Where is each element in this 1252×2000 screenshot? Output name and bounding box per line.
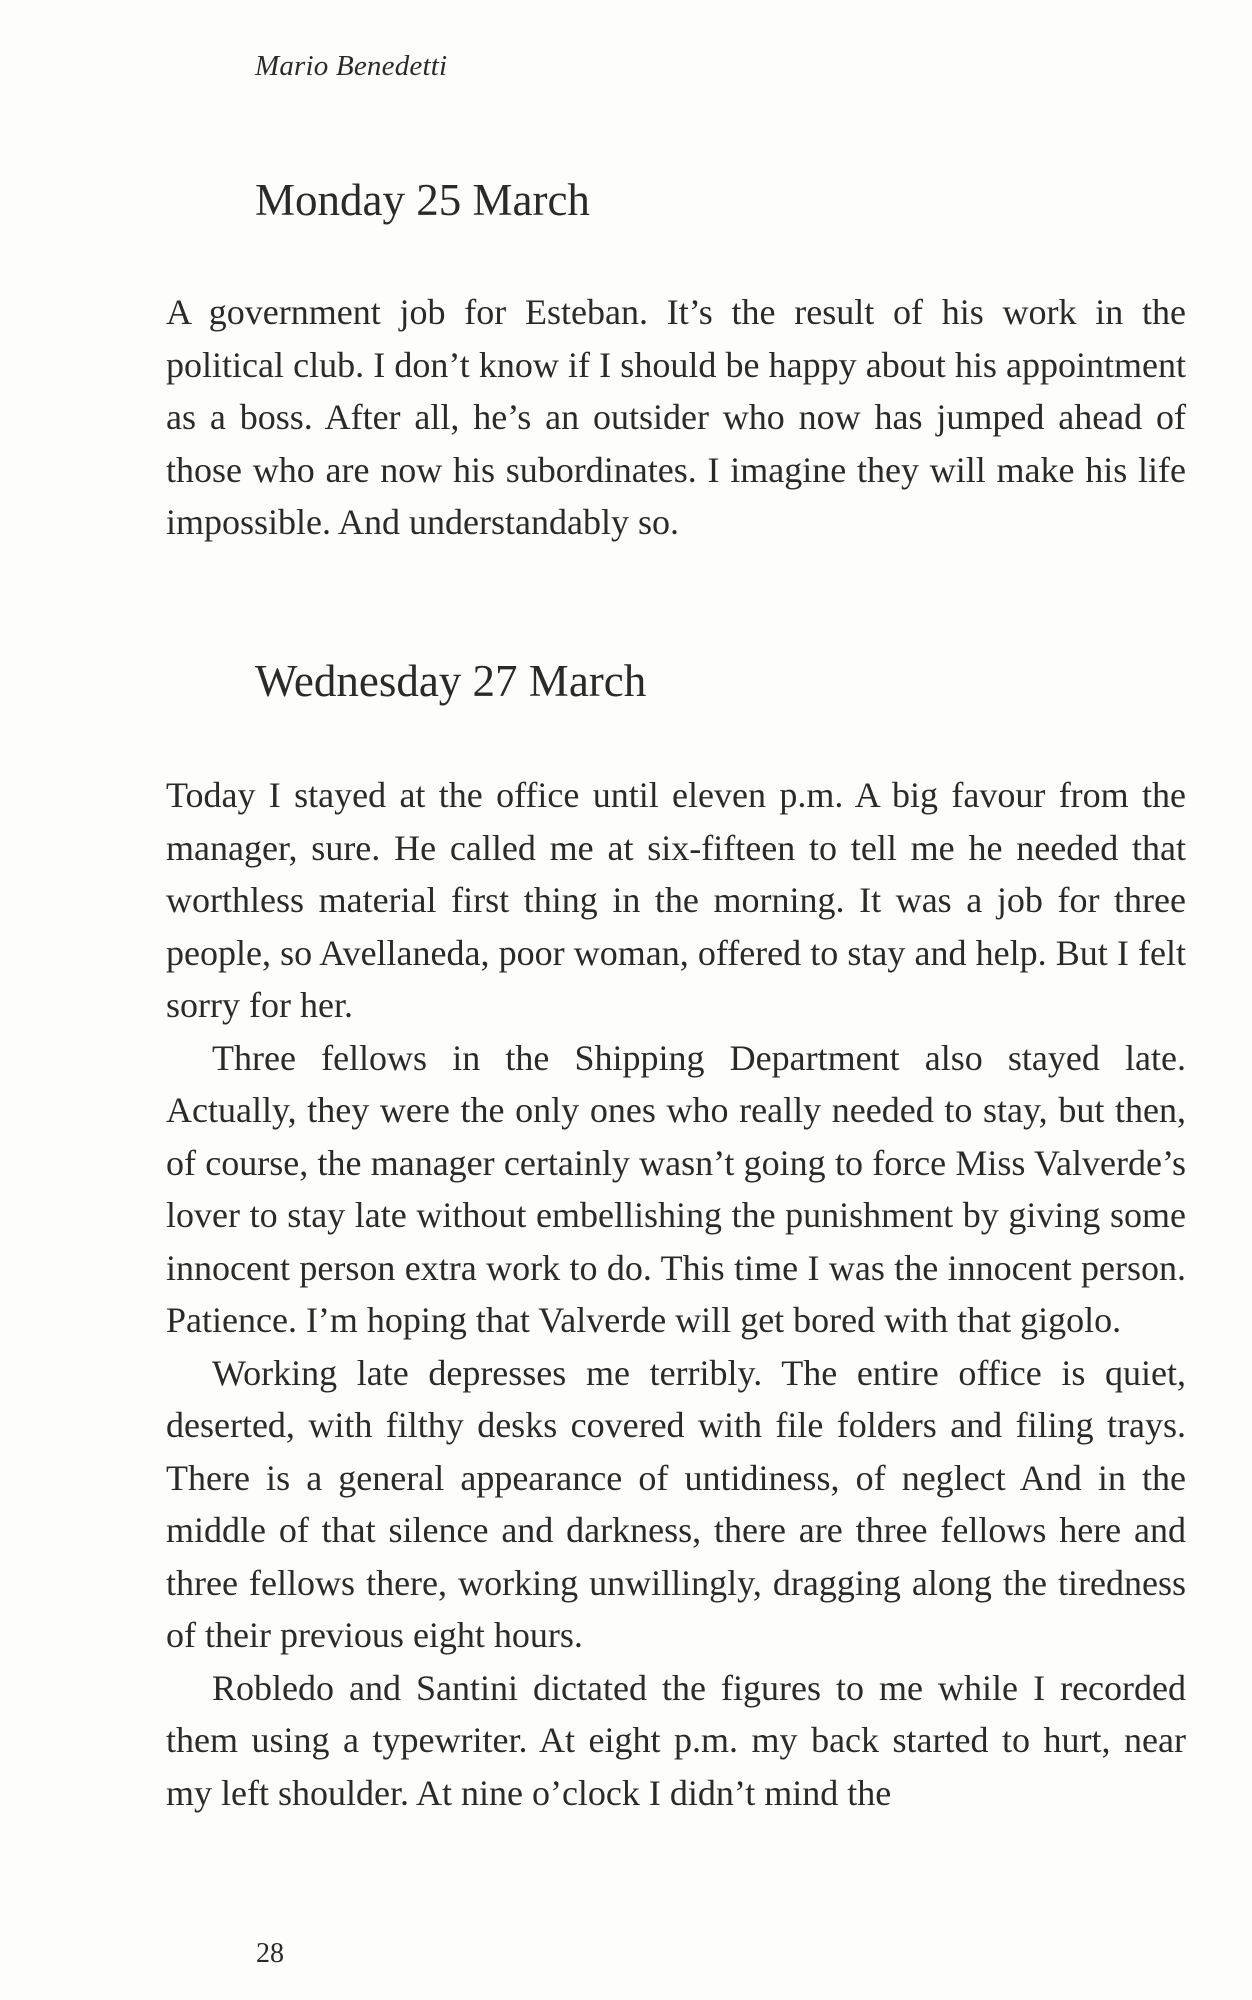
- paragraph: Robledo and Santini dictated the figures to me while I recorded them using a typewriter. At eight p.m. my back started to hurt, near my left shoulder. At nine o’clock I didn’t mind the: [166, 1667, 1186, 1813]
- page-number: 28: [256, 1938, 284, 1969]
- entry-title-monday-25-march: Monday 25 March: [255, 175, 590, 225]
- running-head: Mario Benedetti: [255, 50, 448, 82]
- paragraph: A government job for Esteban. It’s the result of his work in the political club. I don’t know if I should be happy about his appointment as a boss. After all, he’s an outsider who now has jumped ahead of those who are now his subordinates. I imagine they will make his life impossible. And understandably so.: [166, 292, 1186, 542]
- paragraph: Three fellows in the Shipping Department also stayed late. Actually, they were the only ones who really needed to stay, but then, of course, the manager certainly wasn’t going to force Miss Valverde’s lover to stay late without embellishing the punishment by giving some innocent person extra work to do. This time I was the innocent person. Patience. I’m hoping that Valverde will get bored with that gigolo.: [166, 1037, 1186, 1340]
- paragraph: Today I stayed at the office until eleven p.m. A big favour from the manager, sure. He called me at six-fifteen to tell me he needed that worthless material first thing in the morning. It was a job for three people, so Avellaneda, poor woman, offered to stay and help. But I felt sorry for her.: [166, 775, 1186, 1025]
- entry-title-wednesday-27-march: Wednesday 27 March: [255, 656, 647, 706]
- paragraph: Working late depresses me terribly. The entire office is quiet, deserted, with filthy desks covered with file folders and filing trays. There is a general appearance of untidiness, of neglect And in the middle of that silence and darkness, there are three fellows here and three fellows there, working unwillingly, dragging along the tiredness of their previous eight hours.: [166, 1352, 1186, 1655]
- entry-body-wednesday-27-march: [166, 769, 1186, 1819]
- entry-body-monday-25-march: [166, 286, 1186, 549]
